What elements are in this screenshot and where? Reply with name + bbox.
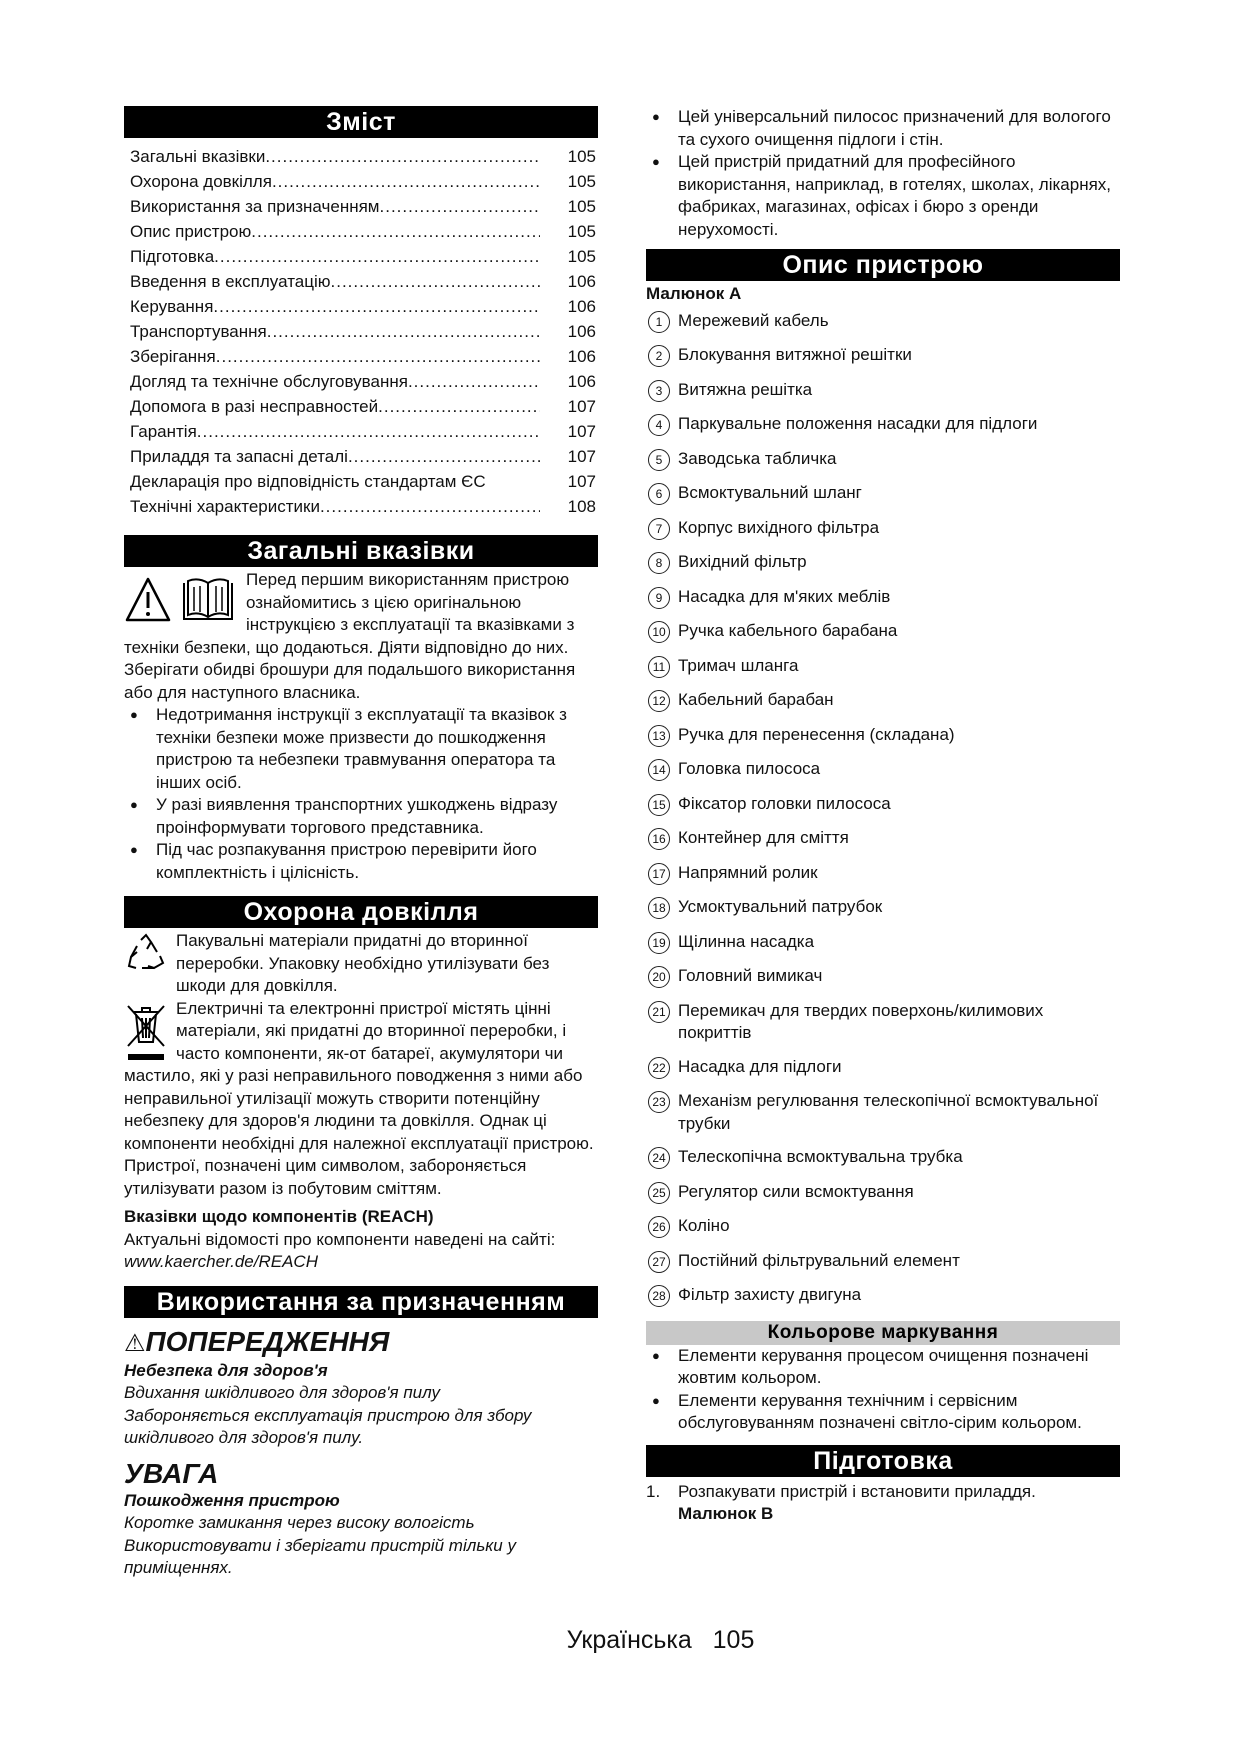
part-label: Паркувальне положення насадки для підлоги (678, 414, 1038, 433)
toc-entry-page: 105 (567, 197, 596, 216)
toc-row[interactable] (124, 269, 598, 294)
toc-heading: Зміст (124, 106, 598, 138)
part-label: Фіксатор головки пилососа (678, 793, 891, 813)
list-item (646, 620, 1120, 655)
list-item (646, 586, 1120, 621)
list-item: ● Недотримання інструкції з експлуатації та вказівок з техніки безпеки може призвести до пошкодження пристрою та небезпеки травмування оператора та інших осіб. (124, 704, 598, 794)
list-item (646, 310, 1120, 345)
caution-line: Коротке замикання через високу вологість (124, 1513, 475, 1532)
toc-entry-title: Допомога в разі несправностей (130, 397, 379, 416)
list-item (646, 827, 1120, 862)
part-number: 13 (648, 725, 670, 747)
part-label: Витяжна решітка (678, 379, 813, 399)
list-item (646, 517, 1120, 552)
toc-row[interactable] (124, 244, 598, 269)
general-heading: Загальні вказівки (124, 535, 598, 567)
general-bullet-list (124, 704, 598, 884)
toc-entry-title: Загальні вказівки (130, 147, 266, 166)
list-item: ● Під час розпакування пристрою перевірити його комплектність і цілісність. (124, 839, 598, 884)
part-label: Фільтр захисту двигуна (678, 1285, 862, 1304)
toc-entry-title: Технічні характеристики (130, 497, 320, 516)
list-item (646, 1284, 1120, 1319)
list-item (646, 379, 1120, 414)
toc-row[interactable] (124, 444, 598, 469)
part-label: Напрямний ролик (678, 862, 818, 882)
part-label: Механізм регулювання телескопічної всмоктувальної трубки (678, 1091, 1099, 1133)
warning-label-text: ПОПЕРЕДЖЕННЯ (145, 1325, 390, 1357)
part-label: Кабельний барабан (678, 690, 834, 709)
part-label: Заводська табличка (678, 448, 837, 468)
intended-use-heading: Використання за призначенням (124, 1286, 598, 1318)
list-item (646, 793, 1120, 828)
list-item (646, 896, 1120, 931)
step-text: Розпакувати пристрій і встановити приладдя. (678, 1481, 1036, 1501)
list-item (646, 862, 1120, 897)
part-number: 11 (648, 656, 670, 678)
toc-row[interactable] (124, 469, 598, 494)
description-heading: Опис пристрою (646, 249, 1120, 281)
part-number: 23 (648, 1091, 670, 1113)
list-item: ● Елементи керування процесом очищення позначені жовтим кольором. (646, 1345, 1120, 1390)
part-label: Мережевий кабель (678, 310, 829, 330)
toc-entry-page: 107 (567, 447, 596, 466)
list-item (646, 965, 1120, 1000)
left-column (124, 106, 598, 1580)
part-number: 7 (648, 518, 670, 540)
part-number: 26 (648, 1216, 670, 1238)
manual-book-icon (180, 575, 236, 625)
toc-entry-page: 106 (567, 347, 596, 366)
part-label: Ручка кабельного барабана (678, 621, 898, 640)
part-label: Постійний фільтрувальний елемент (678, 1250, 960, 1270)
part-label: Усмоктувальний патрубок (678, 897, 883, 916)
list-item (646, 1481, 1120, 1526)
part-label: Щілинна насадка (678, 931, 815, 951)
part-number: 14 (648, 759, 670, 781)
part-number: 9 (648, 587, 670, 609)
part-number: 15 (648, 794, 670, 816)
toc-entry-page: 105 (567, 172, 596, 191)
part-number: 5 (648, 449, 670, 471)
toc-entry-title: Підготовка (130, 247, 215, 266)
part-number: 4 (648, 414, 670, 436)
toc-entry-page: 106 (567, 297, 596, 316)
part-label: Корпус вихідного фільтра (678, 517, 880, 537)
part-number: 6 (648, 483, 670, 505)
part-label: Головний вимикач (678, 966, 823, 985)
toc-entry-page: 105 (567, 222, 596, 241)
footer-language: Українська (566, 1626, 692, 1654)
toc-entry-page: 106 (567, 272, 596, 291)
reach-heading: Вказівки щодо компонентів (REACH) (124, 1207, 434, 1226)
part-number: 27 (648, 1251, 670, 1273)
reach-url-link[interactable]: www.kaercher.de/REACH (124, 1252, 318, 1271)
part-number: 18 (648, 897, 670, 919)
intended-use-bullets (646, 106, 1120, 241)
toc-row[interactable] (124, 219, 598, 244)
toc-entry-page: 105 (567, 147, 596, 166)
list-item (646, 1090, 1120, 1146)
toc-entry-title: Гарантія (130, 422, 197, 441)
part-number: 21 (648, 1001, 670, 1023)
crossed-bin-icon (124, 1000, 168, 1064)
recycling-icon (124, 932, 168, 976)
list-item (646, 931, 1120, 966)
list-item (646, 689, 1120, 724)
manual-icons (124, 575, 236, 625)
toc-row[interactable] (124, 144, 598, 169)
part-number: 10 (648, 621, 670, 643)
toc-row[interactable] (124, 169, 598, 194)
toc-entry-title: Опис пристрою (130, 222, 252, 241)
electronics-text: Електричні та електронні пристрої містять цінні матеріали, які придатні до вторинної переробки, і часто компоненти, як-от батареї, акумулятори чи мастило, які у разі неправильного поводження з ними або неправильної утилізації можуть створити потенційну небезпеку для здоров'я людини та довкілля. Однак ці компоненти необхідні для належної експлуатації пристрою. Пристрої, позначені цим символом, забороняється утилізувати разом із побутовим сміттям. (124, 998, 594, 1198)
toc-entry-page: 106 (567, 372, 596, 391)
part-label: Коліно (678, 1216, 730, 1235)
list-item: ● Цей пристрій придатний для професійного використання, наприклад, в готелях, школах, лікарнях, фабриках, магазинах, офісах і бюро з оренди нерухомості. (646, 151, 1120, 241)
figure-b-label: Малюнок B (678, 1504, 774, 1523)
recycling-block (124, 930, 598, 998)
color-coding-heading: Кольорове маркування (646, 1321, 1120, 1345)
warning-triangle-icon (124, 575, 172, 625)
general-intro-text: Перед першим використанням пристрою ознайомитись з цією оригінальною інструкцією з експлуатації та вказівками з техніки безпеки, що додаються. Діяти відповідно до них. (124, 570, 575, 657)
page-footer (0, 1626, 1241, 1655)
part-number: 12 (648, 690, 670, 712)
part-label: Перемикач для твердих поверхонь/килимових покриттів (678, 1000, 1044, 1042)
caution-label: УВАГА (124, 1457, 219, 1489)
general-intro-block (124, 569, 598, 659)
list-item: ● Цей універсальний пилосос призначений для вологого та сухого очищення підлоги і стін. (646, 106, 1120, 151)
part-label: Телескопічна всмоктувальна трубка (678, 1147, 963, 1166)
list-item (646, 482, 1120, 517)
list-item (646, 1215, 1120, 1250)
reach-text-body: Актуальні відомості про компоненти наведені на сайті: (124, 1229, 556, 1249)
part-number: 16 (648, 828, 670, 850)
part-number: 3 (648, 380, 670, 402)
part-number: 22 (648, 1057, 670, 1079)
toc-entry-page: 105 (567, 247, 596, 266)
caution-heading: Пошкодження пристрою (124, 1490, 340, 1510)
toc-entry-page: 108 (567, 497, 596, 516)
part-number: 28 (648, 1285, 670, 1307)
part-number: 17 (648, 863, 670, 885)
toc-row[interactable] (124, 319, 598, 344)
toc-entry-page: 106 (567, 322, 596, 341)
preparation-steps (646, 1481, 1120, 1526)
environment-heading: Охорона довкілля (124, 896, 598, 928)
caution-line: Використовувати і зберігати пристрій тільки у приміщеннях. (124, 1535, 516, 1577)
warning-line: Вдихання шкідливого для здоров'я пилу (124, 1383, 441, 1402)
toc-entry-page: 107 (567, 397, 596, 416)
part-number: 1 (648, 311, 670, 333)
part-number: 2 (648, 345, 670, 367)
electronics-block (124, 998, 598, 1201)
part-label: Ручка для перенесення (складана) (678, 724, 955, 744)
figure-a-label: Малюнок A (646, 284, 742, 303)
preparation-heading: Підготовка (646, 1445, 1120, 1477)
part-number: 19 (648, 932, 670, 954)
part-number: 8 (648, 552, 670, 574)
toc-entry-title: Транспортування (130, 322, 267, 341)
part-number: 25 (648, 1182, 670, 1204)
general-keep-text: Зберігати обидві брошури для подальшого використання або для наступного власника. (124, 660, 576, 702)
warning-heading: Небезпека для здоров'я (124, 1360, 328, 1380)
toc-entry-title: Догляд та технічне обслуговування (130, 372, 408, 391)
table-of-contents (124, 144, 598, 519)
part-label: Насадка для підлоги (678, 1056, 842, 1076)
list-item (646, 1181, 1120, 1216)
part-number: 24 (648, 1147, 670, 1169)
toc-entry-page: 107 (567, 422, 596, 441)
toc-row[interactable] (124, 494, 598, 519)
warning-label (124, 1326, 598, 1360)
toc-row[interactable] (124, 344, 598, 369)
part-label: Вихідний фільтр (678, 552, 807, 571)
list-item (646, 1146, 1120, 1181)
part-number: 20 (648, 966, 670, 988)
part-label: Контейнер для сміття (678, 828, 849, 847)
recycling-text: Пакувальні матеріали придатні до вторинної переробки. Упаковку необхідно утилізувати без шкоди для довкілля. (176, 931, 550, 995)
toc-row[interactable] (124, 394, 598, 419)
list-item (646, 724, 1120, 759)
part-label: Регулятор сили всмоктування (678, 1181, 914, 1201)
toc-entry-title: Використання за призначенням (130, 197, 380, 216)
page-number: 105 (712, 1626, 755, 1654)
list-item (646, 413, 1120, 448)
toc-entry-title: Охорона довкілля (130, 172, 272, 191)
reach-text (124, 1229, 598, 1274)
toc-entry-title: Декларація про відповідність стандартам ЄС (130, 472, 486, 491)
list-item (646, 1000, 1120, 1056)
warning-line: Забороняється експлуатація пристрою для збору шкідливого для здоров'я пилу. (124, 1405, 532, 1447)
part-label: Всмоктувальний шланг (678, 483, 862, 502)
list-item: ● У разі виявлення транспортних ушкоджень відразу проінформувати торгового представника. (124, 794, 598, 839)
part-label: Насадка для м'яких меблів (678, 586, 891, 606)
step-number: 1. (646, 1481, 661, 1501)
toc-row[interactable] (124, 194, 598, 219)
recycling-icon-wrap (124, 932, 168, 976)
part-label: Головка пилососа (678, 759, 821, 778)
list-item (646, 344, 1120, 379)
toc-entry-page: 107 (567, 472, 596, 491)
list-item (646, 448, 1120, 483)
list-item (646, 1056, 1120, 1091)
weee-icon-wrap (124, 1000, 168, 1064)
list-item (646, 551, 1120, 586)
warning-triangle-icon: ⚠ (124, 1329, 146, 1357)
list-item: ● Елементи керування технічним і сервісним обслуговуванням позначені світло-сірим кольором. (646, 1390, 1120, 1435)
part-label: Блокування витяжної решітки (678, 345, 912, 364)
toc-entry-title: Введення в експлуатацію (130, 272, 331, 291)
toc-row[interactable] (124, 294, 598, 319)
toc-entry-title: Керування (130, 297, 214, 316)
toc-entry-title: Приладдя та запасні деталі (130, 447, 348, 466)
right-column (646, 106, 1120, 1526)
parts-list (646, 310, 1120, 1319)
part-label: Тримач шланга (678, 655, 799, 675)
toc-row[interactable] (124, 419, 598, 444)
list-item (646, 655, 1120, 690)
list-item (646, 758, 1120, 793)
color-coding-bullets (646, 1345, 1120, 1435)
toc-entry-title: Зберігання (130, 347, 216, 366)
list-item (646, 1250, 1120, 1285)
toc-row[interactable] (124, 369, 598, 394)
